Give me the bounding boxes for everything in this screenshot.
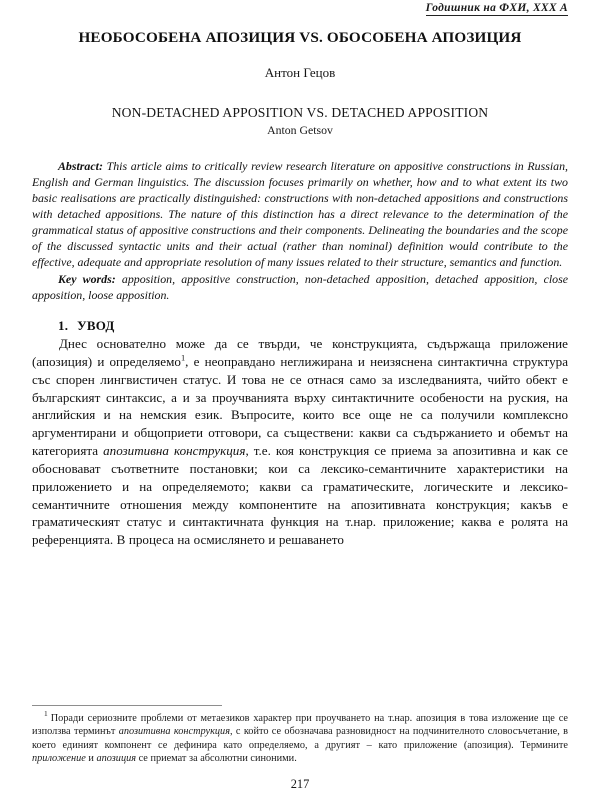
footnote-part3: и: [85, 753, 97, 765]
body-text-part3: , т.е. коя конструкция се приема за апозитивна и как се обосновават съответните постановки; кои са лексико-семантичните характеристики на приложението и на определяемото; какви са граматическите, логическите и лексико-семантичните отношения между компонентите на апозитивната конструкция; какъв е граматическият статус и синтактичната функция на т.нар. приложение; каква е ролята на референцията. В процеса на осмислянето и решаването: [32, 443, 568, 548]
running-header-text: Годишник на ФХИ, XXX А: [425, 2, 568, 14]
body-term-appositive-construction: апозитивна конструкция: [103, 443, 246, 459]
footnote-zone: [32, 705, 568, 766]
footnote-separator-rule: [32, 705, 222, 706]
body-paragraph: [32, 335, 568, 549]
footnote-part1: Поради сериозните проблеми от метаезиков характер при проучването на т.нар. апозиция в това изложение ще се използва терминът: [32, 712, 568, 738]
keywords-paragraph: [32, 271, 568, 303]
footnote-term-1: апозитивна конструкция: [118, 726, 230, 738]
page-title-english: NON-DETACHED APPOSITION VS. DETACHED APPOSITION: [111, 105, 489, 120]
footnote-part2: , с който се обозначава разновидност на подчинителното словосъчетание, в което единият компонент се дефинира като определяемо, а другият – като приложение (апозиция). Термините: [32, 726, 568, 751]
body-text-part2: , е неоправдано неглижирана и неизяснена синтактична структура със спорен лингвистичен статус. И това не се отнася само за изследванията, чийто обект е българският синтаксис, а и за проучванията върху синтактичните особености на руския, на английския и на немския език. Въпросите, които все още не са получили комплексно аргументирани и общоприети отговори, са съществени: какви са съдържанието и обемът на категорията: [32, 353, 569, 459]
section-number: 1.: [58, 318, 69, 333]
section-heading: [58, 318, 568, 334]
footnote-reference-marker[interactable]: 1: [180, 353, 186, 363]
footnote-part4: се приемат за абсолютни синоними.: [136, 753, 297, 765]
keywords-label: Key words:: [58, 272, 116, 286]
author-name-bulgarian: Антон Гецов: [264, 65, 336, 80]
page-title-bulgarian: НЕОБОСОБЕНА АПОЗИЦИЯ VS. ОБОСОБЕНА АПОЗИЦИЯ: [78, 29, 522, 46]
body-text-part1: Днес основателно може да се твърди, че конструкцията, съдържаща приложение (апозиция) и определяемо: [32, 336, 568, 369]
running-header: [32, 0, 568, 16]
page-number: 217: [290, 777, 310, 791]
footnote-text: [32, 709, 568, 766]
author-name-english: Anton Getsov: [267, 123, 333, 137]
footnote-term-3: апозиция: [96, 753, 137, 765]
footnote-term-2: приложение: [32, 753, 86, 765]
section-title: УВОД: [77, 318, 115, 333]
abstract-text: This article aims to critically review research literature on appositive constructions in Russian, English and German linguistics. The discussion focuses primarily on whether, how and to what extent its two basic realisations are practically distinguished: constructions with non-detached appositions and constructions with detached appositions. The nature of this distinction has a direct relevance to the determination of the grammatical status of appositive constructions and their components. Delineating the boundaries and the scope of the discussed syntactic units and their actual (rather than nominal) definition would contribute to the effective, adequate and appropriate resolution of many issues related to their structure, semantics and function.: [32, 159, 568, 269]
footnote-number: 1: [44, 709, 48, 719]
abstract-paragraph: [32, 158, 568, 270]
keywords-text: apposition, appositive construction, non-detached apposition, detached apposition, close apposition, loose apposition.: [32, 272, 569, 302]
abstract-label: Abstract:: [58, 159, 103, 173]
